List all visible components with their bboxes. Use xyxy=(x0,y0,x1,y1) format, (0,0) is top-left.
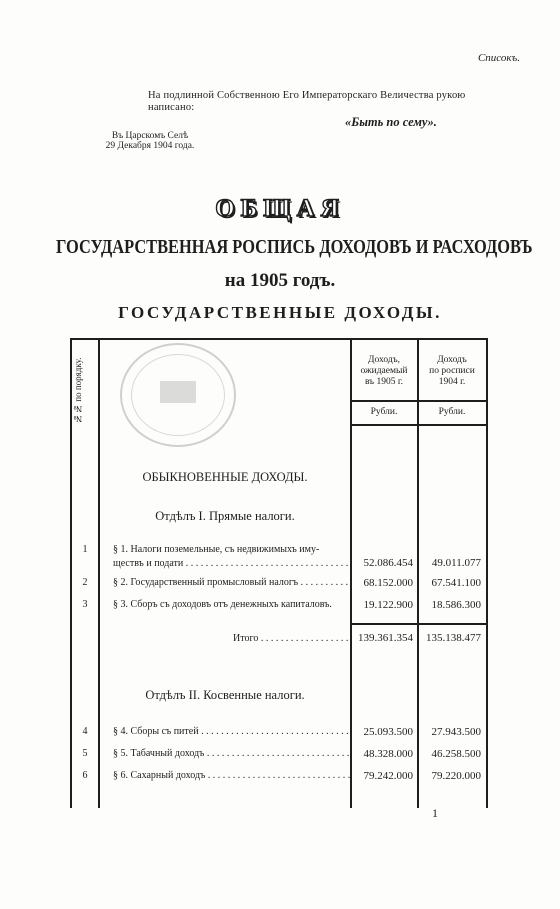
col2-header-line: Доходъ xyxy=(437,355,467,365)
row-label xyxy=(113,725,351,739)
col2-header-line: 1904 г. xyxy=(438,377,466,387)
row-label: § 1. Налоги поземельные, съ недвижимыхъ иму- xyxy=(113,544,320,555)
row-number: 6 xyxy=(82,770,88,781)
date-text: 29 Декабря 1904 года. xyxy=(105,141,195,151)
place-date xyxy=(95,131,205,151)
row-label-text: § 6. Сахарный доходъ xyxy=(113,770,206,781)
value-1905: 68.152.000 xyxy=(363,577,413,589)
row-label-text: § 5. Табачный доходъ xyxy=(113,748,205,759)
dept2-heading: Отдѣлъ II. Косвенные налоги. xyxy=(145,688,305,702)
num-column-header: №№ по порядку. xyxy=(73,357,83,425)
col2-header xyxy=(419,355,485,388)
row-label-text: ществъ и подати xyxy=(113,558,184,569)
total-1905: 139.361.354 xyxy=(358,632,413,644)
row-number: 3 xyxy=(82,599,88,610)
row-label-text: § 2. Государственный промысловый налогъ xyxy=(113,577,299,588)
place-text: Въ Царскомъ Селѣ xyxy=(111,131,189,141)
col1-unit: Рубли. xyxy=(370,407,398,417)
title-line-1: ОБЩАЯ xyxy=(215,195,345,222)
row-label-text: § 4. Сборы съ питей xyxy=(113,726,199,737)
col2-unit: Рубли. xyxy=(438,407,466,417)
page-number: 1 xyxy=(432,806,438,820)
value-1905: 48.328.000 xyxy=(363,748,413,760)
value-1905: 52.086.454 xyxy=(363,557,413,569)
col1-header-line: въ 1905 г. xyxy=(364,377,404,387)
value-1905: 25.093.500 xyxy=(363,726,413,738)
corner-label: Списокъ. xyxy=(477,52,520,64)
total-label xyxy=(233,632,348,646)
title-line-4: ГОСУДАРСТВЕННЫЕ ДОХОДЫ. xyxy=(118,303,442,322)
title-line-2: ГОСУДАРСТВЕННАЯ РОСПИСЬ ДОХОДОВЪ И РАСХОДОВЪ xyxy=(56,236,533,258)
row-number: 5 xyxy=(82,748,88,759)
header-sub-rule xyxy=(350,400,487,402)
total-1904: 135.138.477 xyxy=(426,632,481,644)
num-col-rule xyxy=(98,338,100,808)
value-1904: 79.220.000 xyxy=(431,770,481,782)
value-1905: 19.122.900 xyxy=(363,599,413,611)
value-1904: 67.541.100 xyxy=(431,577,481,589)
title-line-3: на 1905 годъ. xyxy=(224,270,336,291)
archive-stamp xyxy=(120,343,236,447)
col1-header xyxy=(352,355,416,388)
value-1904: 49.011.077 xyxy=(431,557,481,569)
total-rule xyxy=(350,623,487,625)
approval-text: На подлинной Собственною Его Императорскаго Величества рукою написано: xyxy=(148,90,466,113)
row-label-cont xyxy=(113,557,351,571)
value-1905: 79.242.000 xyxy=(363,770,413,782)
row-label xyxy=(113,747,351,761)
table-right-rule xyxy=(486,338,488,808)
table-top-rule xyxy=(70,338,488,340)
row-label xyxy=(113,576,351,590)
col1-header-line: Доходъ, xyxy=(368,355,400,365)
header-bottom-rule xyxy=(350,424,487,426)
row-number: 4 xyxy=(82,726,88,737)
table-left-rule xyxy=(70,338,72,808)
row-number: 2 xyxy=(82,577,88,588)
value-1904: 46.258.500 xyxy=(431,748,481,760)
col1-header-line: ожидаемый xyxy=(360,366,408,376)
row-number: 1 xyxy=(82,544,88,555)
section-ordinary-revenues: ОБЫКНОВЕННЫЕ ДОХОДЫ. xyxy=(142,470,308,484)
total-label-text: Итого xyxy=(233,633,259,644)
value-1904: 18.586.300 xyxy=(431,599,481,611)
dept1-heading: Отдѣлъ I. Прямые налоги. xyxy=(155,509,295,523)
col2-header-line: по росписи xyxy=(429,366,475,376)
value-1904: 27.943.500 xyxy=(431,726,481,738)
row-label xyxy=(113,769,351,783)
resolution-text: «Быть по сему». xyxy=(345,115,437,129)
row-label: § 3. Сборъ съ доходовъ отъ денежныхъ капиталовъ. xyxy=(113,599,332,610)
